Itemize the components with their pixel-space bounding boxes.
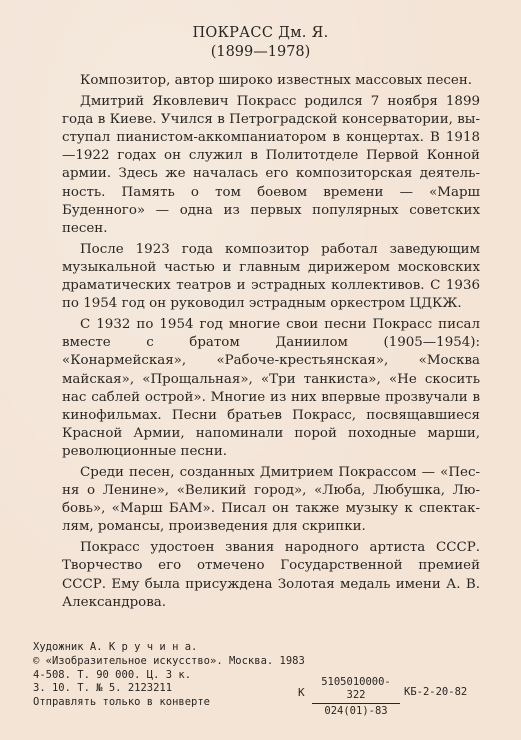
imprint-code: КБ-2-20-82 (404, 686, 468, 698)
publisher-line: © «Изобразительное искусство». Москва. 1983 (33, 654, 305, 667)
imprint-letter: К (298, 686, 305, 699)
paragraph-4: С 1932 по 1954 год многие свои песни Покрасс писал вместе с братом Даниилом (1905—1954): «Конармейская», «Рабоче-крестьянская», «Москва майская», «Прощальная», «Три танкиста», «Не скосить нас саблей острой». Многие из них впервые прозвучали в кинофильмах. Песни братьев Покрасс, посвящавшиеся Красной Армии, напоминали порой походные марши, революционные песни. (62, 317, 480, 459)
paragraph-6: Покрасс удостоен звания народного артиста СССР. Творчество его отмечено Государственной премией СССР. Ему была присуждена Золотая медаль имени А. В. Александрова. (62, 540, 480, 610)
paragraph-3: После 1923 года композитор работал заведующим музыкальной частью и главным дирижером московских драматических театров и эстрадных коллективов. С 1936 по 1954 год он руководил эстрадным оркестром ЦДКЖ. (62, 241, 480, 312)
paragraph-1: Композитор, автор широко известных массовых песен. (80, 73, 473, 88)
life-years: (1899—1978) (210, 44, 311, 60)
paragraph-5: Среди песен, созданных Дмитрием Покрассом — «Песня о Ленине», «Великий город», «Люба, Любушка, Любовь», «Марш БАМ». Писал он также музыку к спектаклям, романсы, произведения для скрипки. (62, 464, 480, 535)
artist-credit: Художник А. К р у ч и н а. (33, 641, 198, 653)
page-title: ПОКРАСС Дм. Я. (192, 25, 329, 41)
imprint-denominator: 024(01)-83 (324, 705, 388, 717)
order-line: З. 10. Т. № 5. 2123211 (33, 682, 173, 695)
paragraph-2: Дмитрий Яковлевич Покрасс родился 7 ноября 1899 года в Киеве. Учился в Петроградской консерватории, выступал пианистом-аккомпаниатором в концертах. В 1918—1922 годах он служил в Политотделе Первой Конной армии. Здесь же началась его композиторская деятельность. Память о том боевом времени — «Марш Буденного» — одна из первых популярных советских песен. (62, 94, 480, 236)
mailing-note: Отправлять только в конверте (33, 696, 211, 709)
publication-credits (33, 641, 305, 710)
catalog-imprint (298, 676, 498, 717)
biography-text (62, 72, 480, 615)
imprint-fraction (312, 676, 400, 718)
imprint-numerator: 5105010000-322 (312, 676, 400, 704)
print-run-line: 4-508. Т. 90 000. Ц. 3 к. (33, 668, 192, 681)
